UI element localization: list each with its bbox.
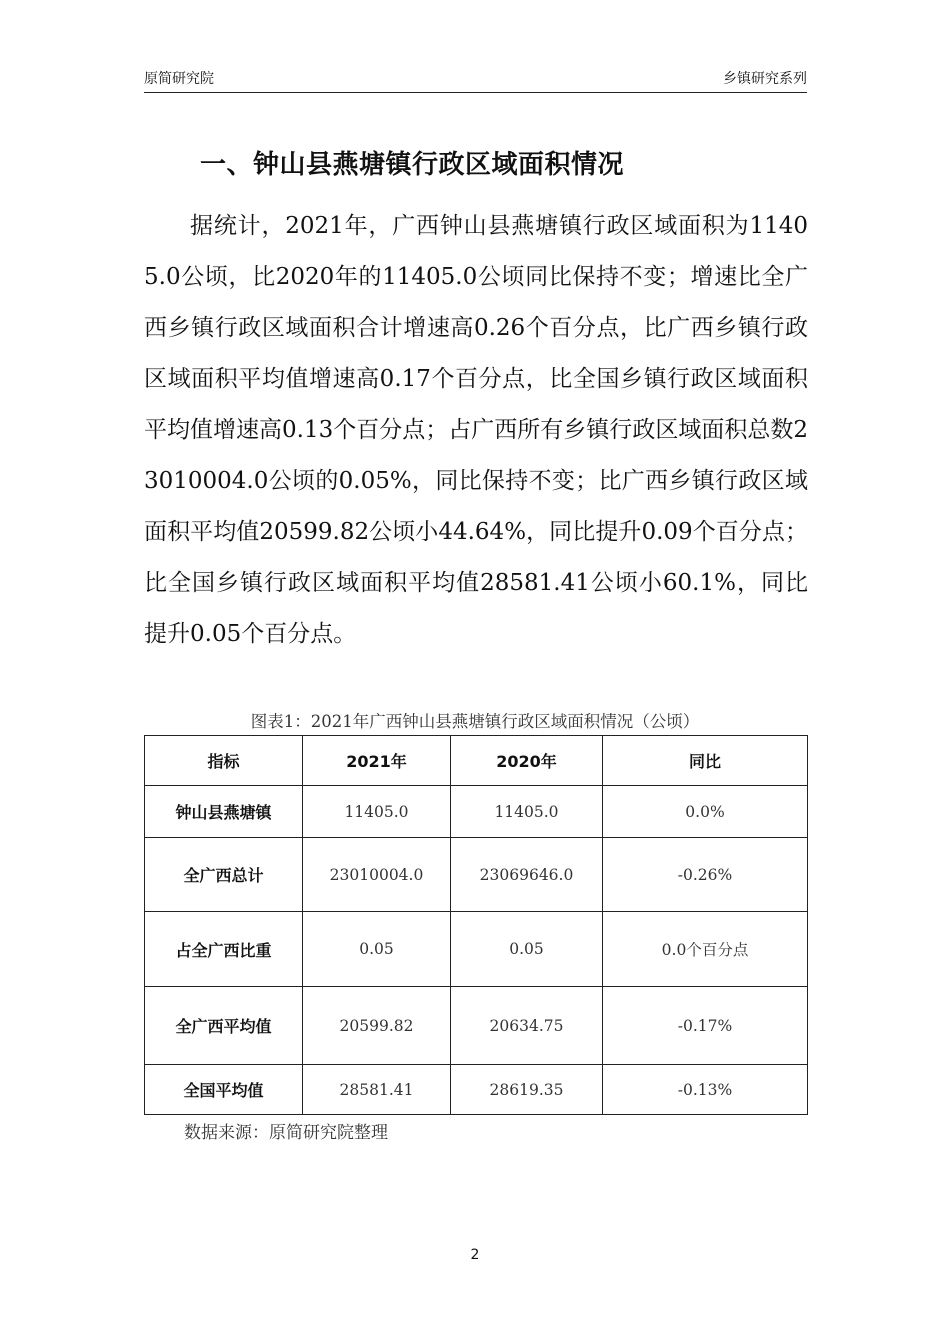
data-table (144, 735, 808, 1115)
cell-2020: 0.05 (451, 912, 603, 987)
table-caption: 图表1：2021年广西钟山县燕塘镇行政区域面积情况（公顷） (250, 712, 700, 731)
cell-2020: 23069646.0 (451, 838, 603, 912)
row-label: 占全广西比重 (145, 912, 303, 987)
cell-2020: 20634.75 (451, 987, 603, 1065)
row-label: 全广西总计 (145, 838, 303, 912)
table-row (145, 786, 808, 838)
header-cell-2021: 2021年 (303, 736, 451, 786)
table-row (145, 912, 808, 987)
header-publisher: 原简研究院 (144, 71, 214, 87)
cell-2021: 0.05 (303, 912, 451, 987)
header-series: 乡镇研究系列 (723, 71, 807, 87)
table-row (145, 838, 808, 912)
row-label: 全广西平均值 (145, 987, 303, 1065)
row-label: 钟山县燕塘镇 (145, 786, 303, 838)
header-cell-2020: 2020年 (451, 736, 603, 786)
row-label: 全国平均值 (145, 1065, 303, 1115)
header-cell-yoy: 同比 (603, 736, 808, 786)
cell-2021: 23010004.0 (303, 838, 451, 912)
table-row (145, 987, 808, 1065)
table-row (145, 1065, 808, 1115)
page-header (144, 66, 807, 93)
cell-2020: 28619.35 (451, 1065, 603, 1115)
header-cell-indicator: 指标 (145, 736, 303, 786)
cell-yoy: 0.0% (603, 786, 808, 838)
cell-2021: 28581.41 (303, 1065, 451, 1115)
table-header-row (145, 736, 808, 786)
body-paragraph: 据统计，2021年，广西钟山县燕塘镇行政区域面积为11405.0公顷，比2020年的11405.0公顷同比保持不变；增速比全广西乡镇行政区域面积合计增速高0.26个百分点，比广西乡镇行政区域面积平均值增速高0.17个百分点，比全国乡镇行政区域面积平均值增速高0.13个百分点；占广西所有乡镇行政区域面积总数23010004.0公顷的0.05%，同比保持不变；比广西乡镇行政区域面积平均值20599.82公顷小44.64%，同比提升0.09个百分点；比全国乡镇行政区域面积平均值28581.41公顷小60.1%，同比提升0.05个百分点。 (144, 213, 808, 647)
cell-yoy: 0.0个百分点 (603, 912, 808, 987)
cell-2020: 11405.0 (451, 786, 603, 838)
page-number: 2 (470, 1247, 480, 1263)
cell-2021: 11405.0 (303, 786, 451, 838)
data-source-note: 数据来源：原简研究院整理 (184, 1123, 388, 1143)
cell-2021: 20599.82 (303, 987, 451, 1065)
section-title: 一、钟山县燕塘镇行政区域面积情况 (200, 150, 625, 180)
cell-yoy: -0.26% (603, 838, 808, 912)
cell-yoy: -0.13% (603, 1065, 808, 1115)
cell-yoy: -0.17% (603, 987, 808, 1065)
